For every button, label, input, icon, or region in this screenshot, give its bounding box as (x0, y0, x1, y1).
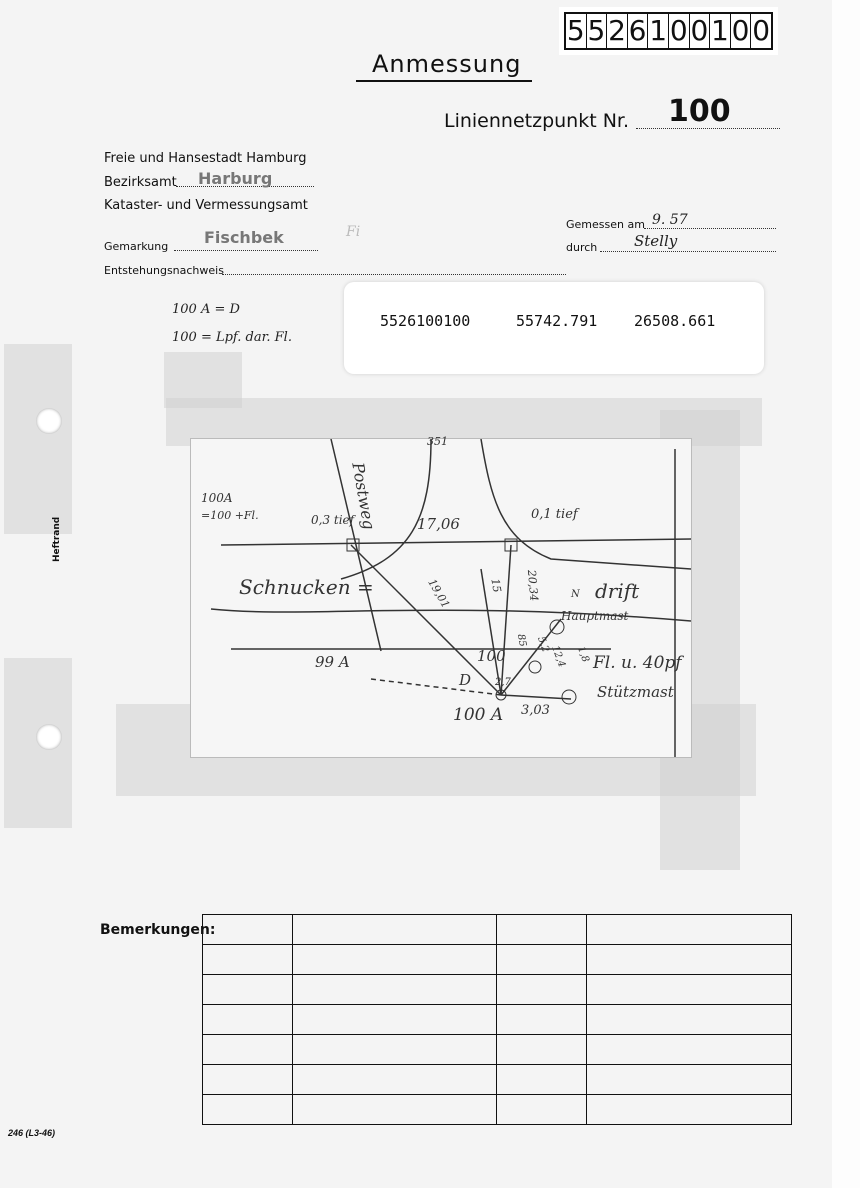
remarks-cell[interactable] (497, 915, 587, 945)
remarks-cell[interactable] (292, 1065, 497, 1095)
remarks-cell[interactable] (292, 975, 497, 1005)
point-100a-note: 100A (201, 491, 233, 505)
gemarkung-label: Gemarkung (104, 240, 169, 253)
coordinate-label (344, 282, 764, 374)
label-point-id: 5526100100 (380, 312, 471, 330)
punch-hole (36, 408, 62, 434)
heftrand-label: Heftrand (52, 516, 62, 562)
point-d: D (459, 671, 472, 689)
distance-label: 19,01 (425, 576, 453, 611)
table-row (203, 975, 792, 1005)
depth-note-2: 0,1 tief (531, 507, 578, 522)
remarks-cell[interactable] (203, 1065, 293, 1095)
distance-label: 5,2 (535, 635, 551, 654)
street-label: Postweg (348, 461, 379, 532)
id-digit: 0 (690, 14, 709, 47)
hand-note-1: 100 A = D (172, 302, 240, 317)
field-label: Schnucken = (239, 575, 374, 599)
gemessen-value: 9. 57 (652, 212, 688, 228)
field-label-2: drift (595, 579, 640, 603)
depth-note-1: 0,3 tief (311, 513, 355, 527)
id-number-boxes (564, 12, 773, 50)
distance-label: 17,06 (417, 515, 460, 533)
remarks-cell[interactable] (497, 1095, 587, 1125)
id-digit: 5 (587, 14, 606, 47)
remarks-cell[interactable] (292, 1035, 497, 1065)
table-row (203, 1005, 792, 1035)
durch-value: Stelly (634, 232, 678, 250)
remarks-cell[interactable] (587, 1005, 792, 1035)
distance-label: 3,03 (521, 703, 550, 718)
table-row (203, 1065, 792, 1095)
remarks-cell[interactable] (292, 1095, 497, 1125)
remarks-cell[interactable] (587, 1095, 792, 1125)
label-coord-y: 26508.661 (634, 312, 716, 330)
hauptmast-label: Hauptmast (561, 609, 629, 623)
id-digit: 0 (731, 14, 750, 47)
bezirksamt-stamp: Harburg (198, 169, 273, 188)
id-digit: 0 (752, 14, 771, 47)
gemarkung-stamp: Fischbek (204, 228, 284, 247)
remarks-cell[interactable] (292, 945, 497, 975)
distance-label: 20,34 (524, 569, 541, 602)
remarks-cell[interactable] (587, 945, 792, 975)
remarks-cell[interactable] (203, 1095, 293, 1125)
remarks-cell[interactable] (587, 915, 792, 945)
kataster-label: Kataster- und Vermessungsamt (104, 198, 308, 213)
label-coord-x: 55742.791 (516, 312, 598, 330)
remarks-label: Bemerkungen: (100, 922, 216, 938)
punch-hole (36, 724, 62, 750)
dotted-line (174, 250, 318, 251)
remarks-cell[interactable] (203, 945, 293, 975)
liniennetzpunkt-label: Liniennetzpunkt Nr. (444, 110, 630, 132)
remarks-cell[interactable] (497, 1065, 587, 1095)
id-digit: 0 (669, 14, 688, 47)
table-row (203, 1035, 792, 1065)
table-row (203, 1095, 792, 1125)
remarks-cell[interactable] (203, 915, 293, 945)
remarks-table (202, 914, 792, 1125)
id-digit: 1 (649, 14, 668, 47)
id-digit: 2 (608, 14, 626, 47)
liniennetzpunkt-value: 100 (668, 94, 731, 129)
point-351: 351 (427, 435, 448, 448)
dotted-line (600, 251, 776, 252)
bezirksamt-label: Bezirksamt (104, 175, 177, 190)
remarks-cell[interactable] (587, 975, 792, 1005)
north-arrow-label: N (571, 589, 580, 600)
point-99a: 99 A (315, 653, 350, 671)
tape (4, 344, 72, 534)
remarks-cell[interactable] (203, 1005, 293, 1035)
form-number: 246 (L3-46) (8, 1128, 56, 1138)
distance-label: 2,7 (495, 677, 511, 688)
page-title: Anmessung (372, 50, 522, 78)
remarks-cell[interactable] (203, 975, 293, 1005)
distance-label: 1,8 (575, 645, 591, 664)
gemessen-label: Gemessen am (566, 218, 645, 231)
hand-note-2: 100 = Lpf. dar. Fl. (172, 330, 292, 345)
entstehung-label: Entstehungsnachweis (104, 264, 224, 277)
stuetzmast-label: Stützmast (597, 683, 674, 701)
table-row (203, 915, 792, 945)
survey-sketch (190, 435, 692, 758)
point-100a: 100 A (453, 705, 504, 725)
title-underline (356, 80, 532, 82)
remarks-cell[interactable] (497, 975, 587, 1005)
id-digit: 5 (566, 14, 585, 47)
remarks-cell[interactable] (497, 945, 587, 975)
fl-label: Fl. u. 40pf (593, 653, 682, 673)
page-edge (832, 0, 860, 1188)
distance-label: 85 (514, 633, 528, 648)
point-100: 100 (477, 647, 506, 665)
point-100a-note-2: =100 +Fl. (201, 509, 259, 522)
distance-label: 12,4 (549, 644, 568, 669)
durch-label: durch (566, 241, 598, 254)
id-digit: 1 (711, 14, 729, 47)
table-row (203, 945, 792, 975)
remarks-cell[interactable] (587, 1035, 792, 1065)
dotted-line (222, 274, 566, 275)
remarks-cell[interactable] (292, 1005, 497, 1035)
remarks-cell[interactable] (497, 1035, 587, 1065)
remarks-cell[interactable] (292, 915, 497, 945)
gemarkung-note: Fi (346, 224, 361, 240)
distance-label: 15 (488, 577, 504, 594)
remarks-cell[interactable] (587, 1065, 792, 1095)
id-digit: 6 (628, 14, 647, 47)
dotted-line (644, 228, 776, 229)
authority-line: Freie und Hansestadt Hamburg (104, 151, 307, 166)
remarks-cell[interactable] (203, 1035, 293, 1065)
remarks-cell[interactable] (497, 1005, 587, 1035)
